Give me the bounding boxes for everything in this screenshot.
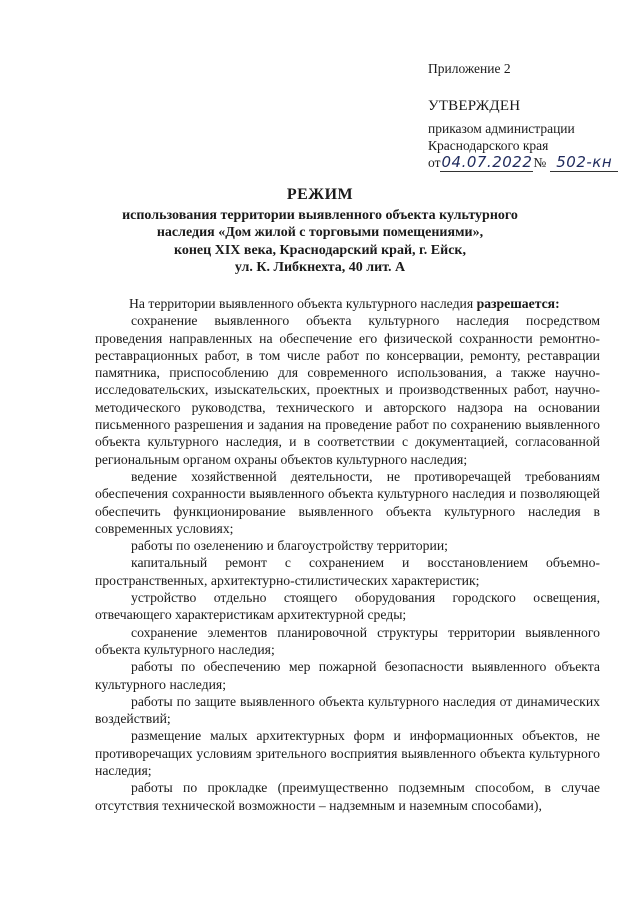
heading-line: использования территории выявленного объекта культурного <box>122 207 518 223</box>
intro-permitted-label: разрешается: <box>476 296 560 311</box>
handwritten-order-number: 502-кн <box>550 153 618 172</box>
order-issuer-line-2: Краснодарского края <box>428 138 549 153</box>
approved-stamp-text: УТВЕРЖДЕН <box>428 98 521 114</box>
handwritten-date: 04.07.2022 <box>441 153 533 171</box>
document-body <box>95 295 600 814</box>
document-title: РЕЖИМ <box>286 186 354 203</box>
permitted-item: размещение малых архитектурных форм и информационных объектов, не противоречащих условиям зрительного восприятия выявленного объекта культурного наследия; <box>95 728 600 779</box>
permitted-item: работы по защите выявленного объекта культурного наследия от динамических воздействий; <box>95 693 600 727</box>
permitted-item: работы по озеленению и благоустройству территории; <box>131 538 448 554</box>
heading-line: ул. К. Либкнехта, 40 лит. А <box>234 260 406 275</box>
date-prefix: от <box>428 155 441 170</box>
permitted-item: сохранение выявленного объекта культурного наследия посредством проведения направленных на обеспечение его физической сохранности ремонтно-реставрационных работ, в том числе работ по консервации, ремонту, реставрации памятника, приспособлению для современного использования, а также научно-исследовательских, изыскательских, проектных и производственных работ, научно-методического руководства, технического и авторского надзора на основании письменного разрешения и задания на проведение работ по сохранению выявленного объекта культурного наследия, и в соответствии с документацией, согласованной региональным органом охраны объектов культурного наследия; <box>95 313 600 467</box>
heading-line: конец XIX века, Краснодарский край, г. Ейск, <box>173 242 466 258</box>
permitted-item: работы по обеспечению мер пожарной безопасности выявленного объекта культурного наследия; <box>95 659 600 692</box>
permitted-item: устройство отдельно стоящего оборудования городского освещения, отвечающего характеристикам архитектурной среды; <box>95 590 600 623</box>
document-heading <box>100 186 540 277</box>
order-date-line <box>428 154 618 171</box>
intro-paragraph <box>95 295 600 312</box>
permitted-item: капитальный ремонт с сохранением и восстановлением объемно-пространственных, архитектурно-стилистических характеристик; <box>95 555 600 588</box>
permitted-item: сохранение элементов планировочной структуры территории выявленного объекта культурного наследия; <box>95 624 600 657</box>
order-issuer-line-1: приказом администрации <box>428 121 575 136</box>
intro-text: На территории выявленного объекта культурного наследия <box>129 296 474 311</box>
heading-line: наследия «Дом жилой с торговыми помещениями», <box>156 225 484 240</box>
permitted-item: ведение хозяйственной деятельности, не противоречащей требованиям обеспечения сохранности выявленного объекта культурного наследия и позволяющей обеспечить функционирование выявленного объекта культурного наследия в современных условиях; <box>95 468 600 536</box>
permitted-item: работы по прокладке (преимущественно подземным способом, в случае отсутствия технической возможности – надземным и наземным способами), <box>95 780 600 813</box>
number-sign: № <box>533 155 547 170</box>
annex-number: Приложение 2 <box>428 61 511 76</box>
